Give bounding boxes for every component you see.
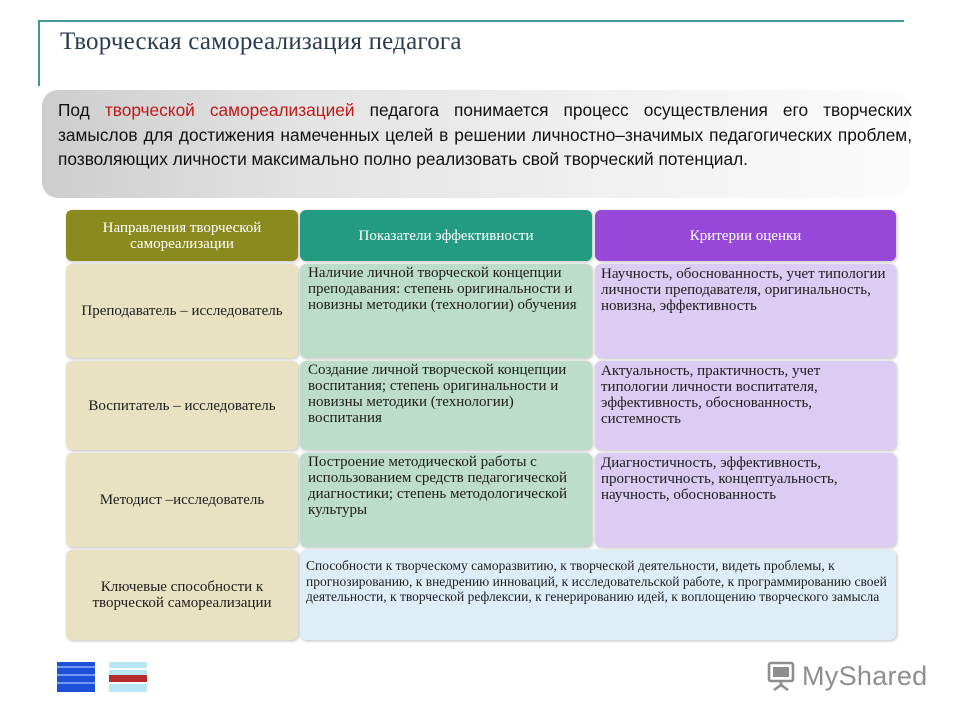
frame-left-line — [38, 20, 40, 86]
indicator-cell — [300, 264, 592, 358]
criteria-text: Диагностичность, эффективность, прогностичность, концептуальность, научность, обоснованность — [601, 455, 838, 503]
header-label: Направления творческой самореализации — [102, 219, 262, 252]
indicator-cell — [300, 361, 592, 450]
intro-text — [58, 98, 912, 172]
slide-title: Творческая самореализация педагога — [60, 28, 462, 55]
key-abilities-text-cell — [300, 550, 896, 640]
nav-next-icon[interactable] — [109, 662, 147, 692]
key-abilities-label: Ключевые способности к творческой самореализации — [92, 579, 272, 611]
criteria-text: Актуальность, практичность, учет типологии личности воспитателя, эффективность, обоснованность, системность — [601, 363, 821, 427]
intro-text-before: Под — [58, 100, 105, 120]
direction-cell — [66, 361, 298, 450]
direction-text: Преподаватель – исследователь — [81, 303, 283, 319]
intro-highlight: творческой самореализацией — [104, 100, 355, 120]
direction-cell — [66, 264, 298, 358]
table-header-indicators — [300, 210, 592, 261]
criteria-cell — [595, 361, 896, 450]
frame-top-line — [38, 20, 904, 22]
logo-text: MyShared — [802, 660, 928, 691]
indicator-text: Построение методической работы с использованием средств педагогической диагностики; степень методологической культуры — [308, 454, 567, 518]
criteria-cell — [595, 264, 896, 358]
direction-text: Воспитатель – исследователь — [88, 397, 276, 414]
header-label: Показатели эффективности — [358, 227, 534, 244]
intro-text-after: педагога понимается процесс осуществления его творческих замыслов для достижения намеченных целей в решении личностно–значимых педагогических проблем, позволяющих личности максимально полно реализовать свой творческий потенциал. — [58, 100, 912, 169]
table-header-directions — [66, 210, 298, 261]
myshared-logo — [766, 656, 927, 696]
indicator-text: Создание личной творческой концепции воспитания; степень оригинальности и новизны методики (технологии) воспитания — [308, 362, 567, 426]
criteria-text: Научность, обоснованность, учет типологии личности преподавателя, оригинальность, новизна, эффективность — [601, 266, 886, 314]
indicator-cell — [300, 453, 592, 547]
intro-box — [42, 90, 910, 198]
indicator-text: Наличие личной творческой концепции преподавания: степень оригинальности и новизны методики (технологии) обучения — [308, 265, 577, 313]
direction-cell — [66, 453, 298, 547]
presentation-board-icon — [766, 661, 796, 691]
header-label: Критерии оценки — [689, 227, 802, 244]
table-header-criteria — [595, 210, 896, 261]
key-abilities-label-cell — [66, 550, 298, 640]
criteria-cell — [595, 453, 896, 547]
direction-text: Методист –исследователь — [99, 492, 265, 508]
nav-prev-icon[interactable] — [57, 662, 95, 692]
key-abilities-text: Способности к творческому саморазвитию, к творческой деятельности, видеть проблемы, к прогнозированию, к внедрению инноваций, к исследовательской работе, к программированию своей деятельности, к творческой рефлексии, к генерированию идей, к воплощению творческого замысла — [306, 558, 887, 605]
